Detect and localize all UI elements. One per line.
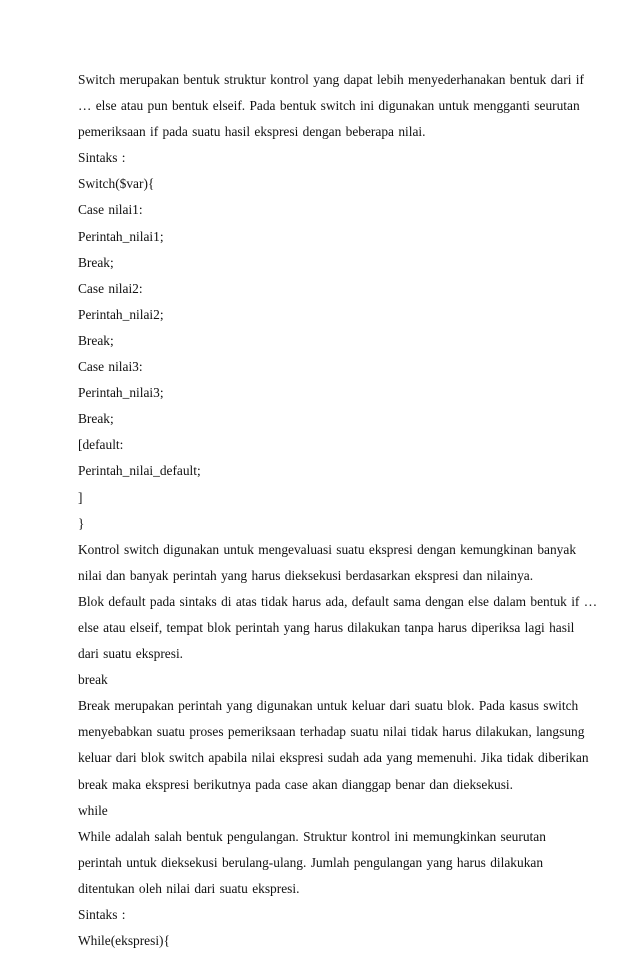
text-line: [default: (78, 437, 124, 453)
text-line: Kontrol switch digunakan untuk mengevaluasi suatu ekspresi dengan kemungkinan banyak (78, 541, 577, 557)
text-line: Switch merupakan bentuk struktur kontrol yang dapat lebih menyederhanakan bentuk dari if (78, 72, 584, 87)
text-line: pemeriksaan if pada suatu hasil ekspresi dengan beberapa nilai. (78, 124, 426, 140)
document-body (78, 67, 598, 954)
text-line: while (78, 802, 108, 818)
text-line: } (78, 515, 85, 531)
text-line: nilai dan banyak perintah yang harus dieksekusi berdasarkan ekspresi dan nilainya. (78, 567, 534, 583)
text-line: dari suatu ekspresi. (78, 646, 184, 662)
text-line: While(ekspresi){ (78, 933, 170, 949)
text-line: While adalah salah bentuk pengulangan. Struktur kontrol ini memungkinkan seurutan (78, 828, 546, 844)
text-line: Break; (78, 254, 114, 270)
text-line: Perintah_nilai_default; (78, 463, 201, 479)
text-line: Sintaks : (78, 907, 126, 922)
text-line: break (78, 672, 108, 688)
text-line: ditentukan oleh nilai dari suatu ekspresi. (78, 880, 300, 896)
text-line: Perintah_nilai1; (78, 228, 164, 244)
text-line: keluar dari blok switch apabila nilai ekspresi sudah ada yang memenuhi. Jika tidak diberikan (78, 750, 589, 766)
text-line: else atau elseif, tempat blok perintah yang harus dilakukan tanpa harus diperiksa lagi hasil (78, 619, 575, 635)
text-line: Case nilai3: (78, 359, 143, 375)
text-line: Sintaks : (78, 150, 126, 166)
text-line: Switch($var){ (78, 176, 155, 192)
text-line: perintah untuk dieksekusi berulang-ulang. Jumlah pengulangan yang harus dilakukan (78, 854, 544, 870)
text-line: break maka ekspresi berikutnya pada case akan dianggap benar dan dieksekusi. (78, 776, 513, 792)
text-line: Perintah_nilai2; (78, 306, 164, 322)
text-line: Blok default pada sintaks di atas tidak harus ada, default sama dengan else dalam bentuk if … (78, 593, 598, 609)
text-line: Case nilai1: (78, 202, 143, 218)
text-line: Case nilai2: (78, 280, 143, 296)
text-line: menyebabkan suatu proses pemeriksaan terhadap suatu nilai tidak harus dilakukan, langsung (78, 724, 585, 740)
text-line: Break; (78, 411, 114, 427)
text-line: Break; (78, 332, 114, 348)
document-page (78, 67, 598, 954)
text-line: Perintah_nilai3; (78, 385, 164, 401)
text-line: … else atau pun bentuk elseif. Pada bentuk switch ini digunakan untuk mengganti seurutan (78, 98, 580, 114)
text-line: Break merupakan perintah yang digunakan untuk keluar dari suatu blok. Pada kasus switch (78, 698, 579, 714)
text-line: ] (78, 489, 83, 505)
